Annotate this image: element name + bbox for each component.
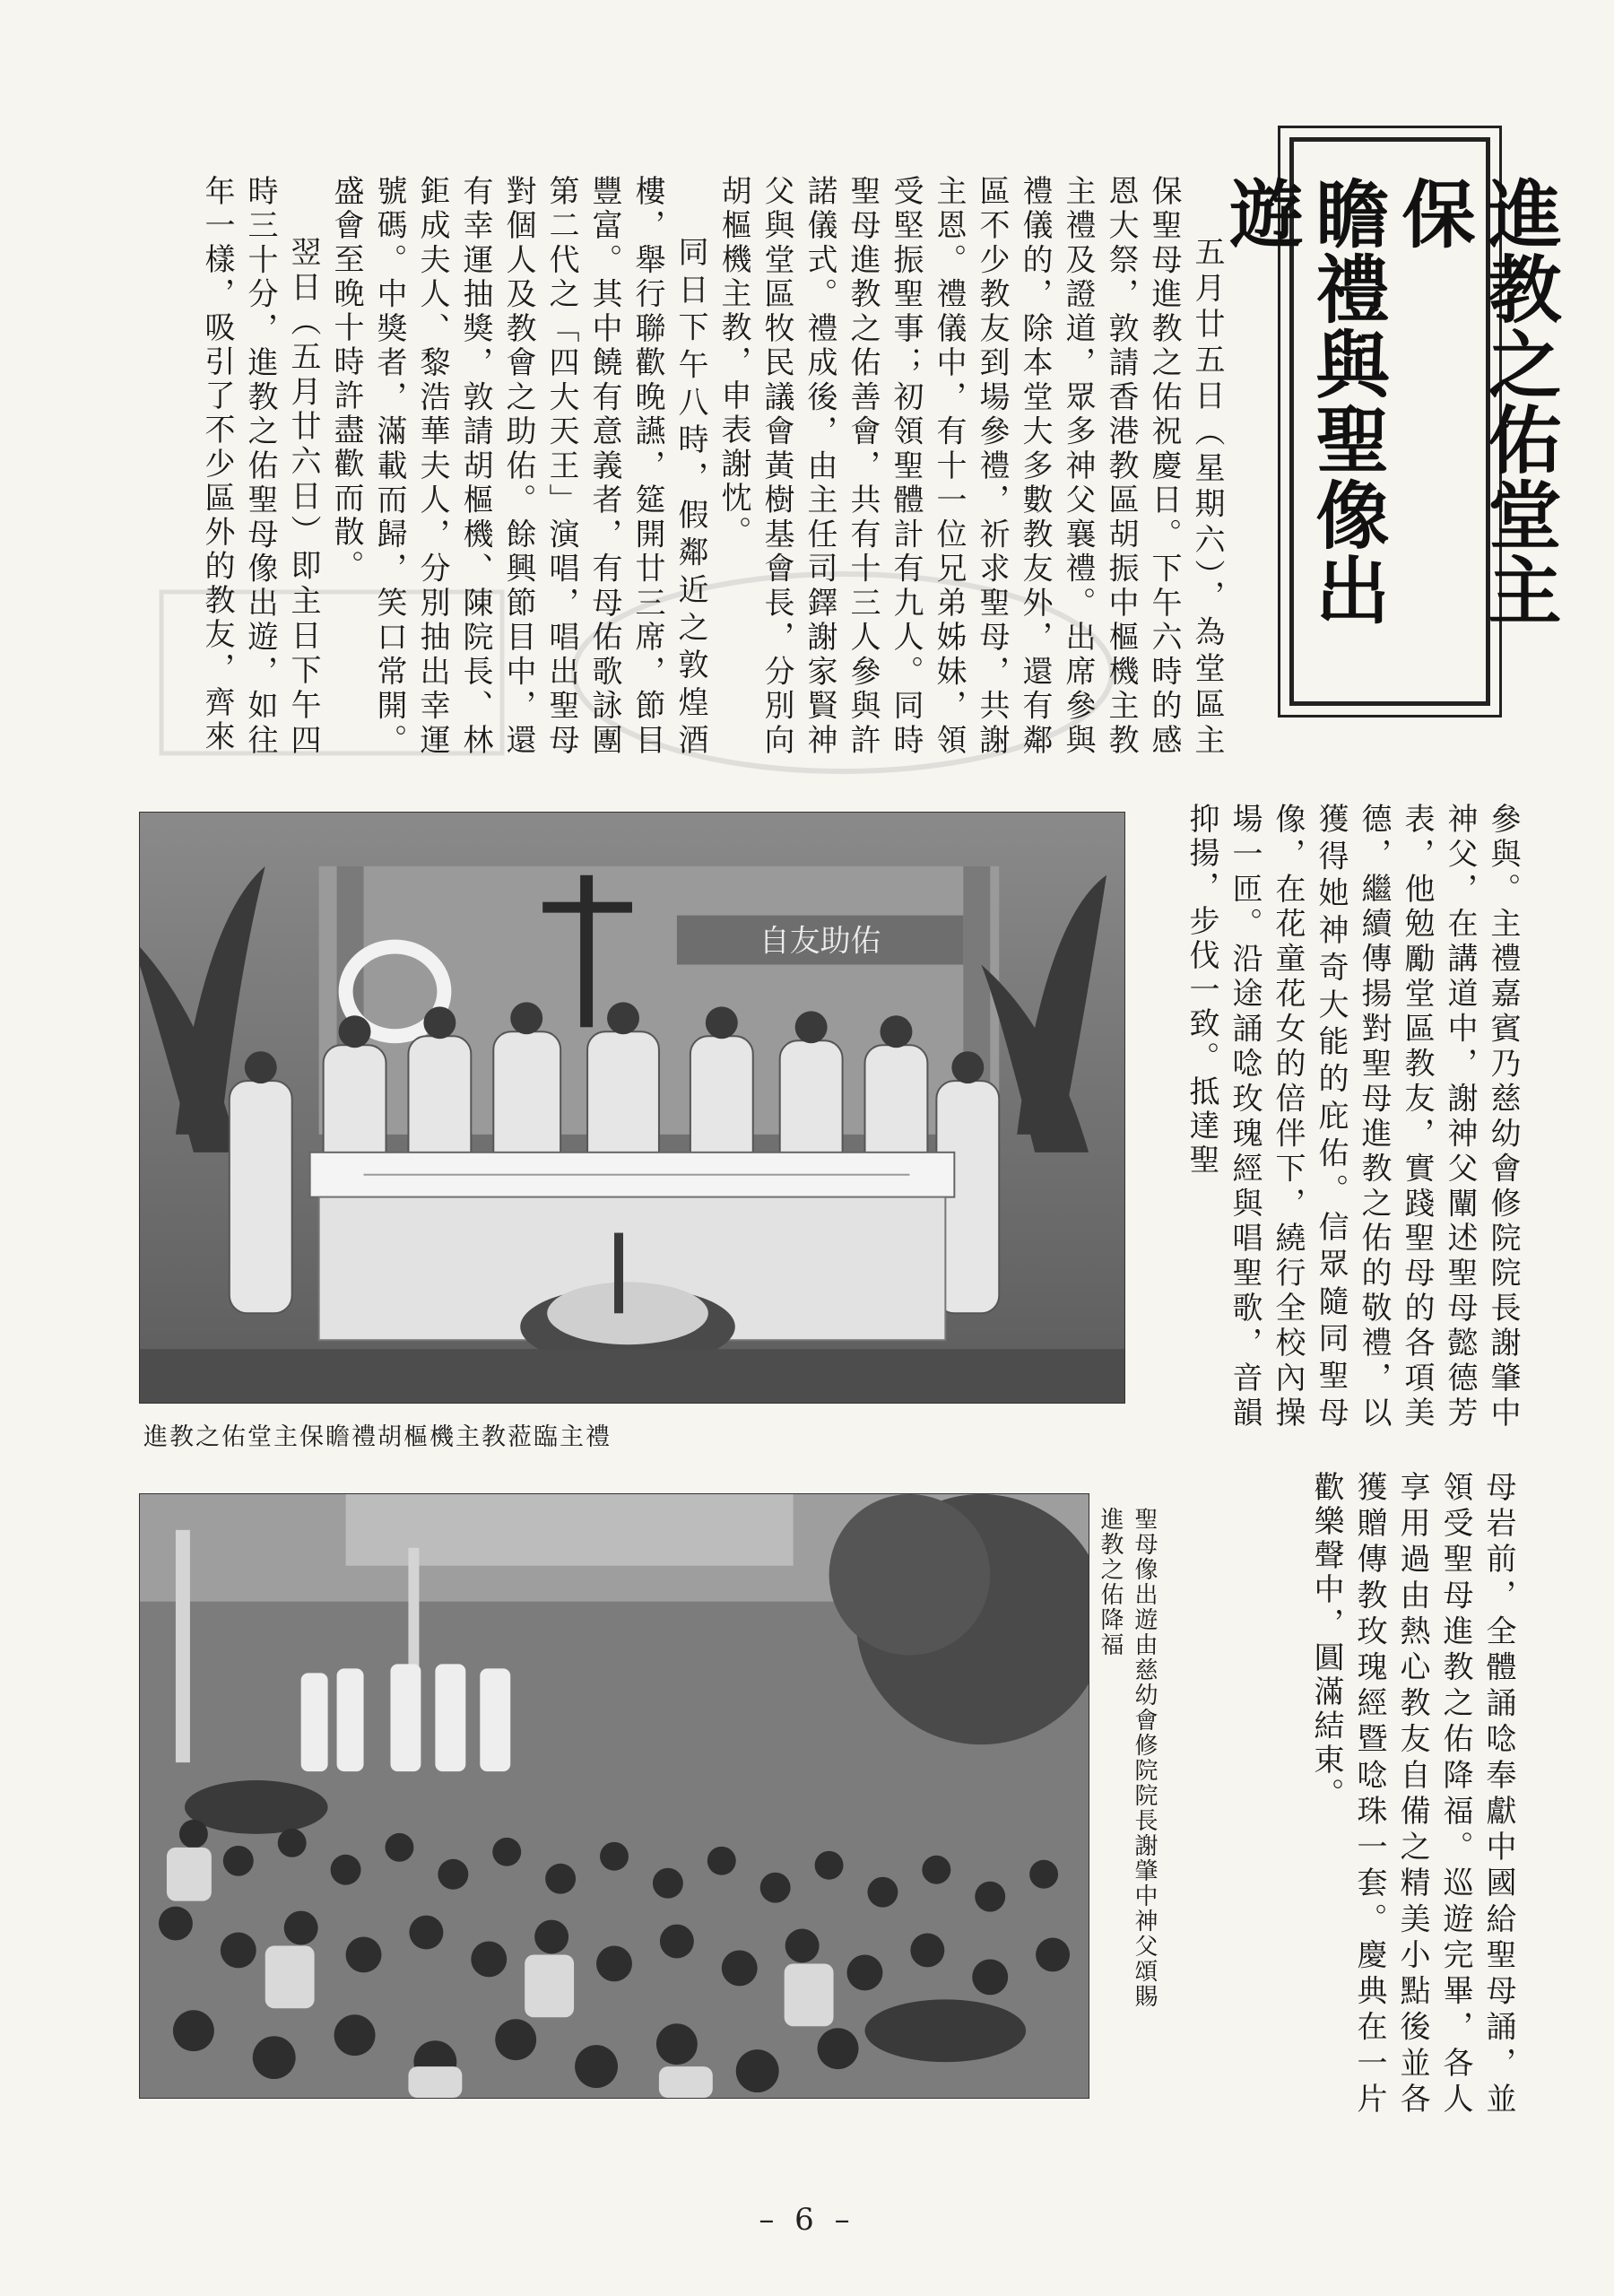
paragraph-1: 五月廿五日（星期六），為堂區主保聖母進教之佑祝慶日。下午六時的感恩大祭，敦請香港教區胡振中樞機主教主禮及證道，眾多神父襄禮。出席參與禮儀的，除本堂大多數教友外，還有鄰區不少教友到場參禮，祈求聖母，共謝主恩。禮儀中，有十一位兄弟姊妹，領受堅振聖事；初領聖體計有九人。同時聖母進教之佑善會，共有十三人參與許諾儀式。禮成後，由主任司鐸謝家賢神父與堂區牧民議會黃樹基會長，分別向胡樞機主教，申表謝忱。 [716, 175, 1225, 758]
main-article-text [199, 175, 1228, 758]
page-number: – 6 – [759, 2202, 855, 2238]
title-line-1: 進教之佑堂主保 [1390, 176, 1562, 628]
paragraph-4: 參與。主禮嘉賓乃慈幼會修院院長謝肇中神父，在講道中，謝神父闡述聖母懿德芳表，他勉勵堂區教友，實踐聖母的各項美德，繼續傳揚對聖母進教之佑的敬禮，以獲得她神奇大能的庇佑。信眾隨同聖母像，在花童花女的倍伴下，繞行全校內操場一匝。沿途誦唸玫瑰經與唱聖歌，音韻抑揚，步伐一致。抵達聖 [1184, 803, 1521, 1431]
article-title [1218, 176, 1562, 701]
procession-photo-caption [1072, 1507, 1161, 2135]
paragraph-2: 同日下午八時，假鄰近之敦煌酒樓，舉行聯歡晚讌，筵開廿三席，節目豐富。其中饒有意義者，有母佑歌詠團第二代之「四大天王」演唱，唱出聖母對個人及教會之助佑。餘興節目中，還有幸運抽獎，敦請胡樞機、陳院長、林鉅成夫人、黎浩華夫人，分別抽出幸運號碼。中獎者，滿載而歸，笑口常開。盛會至晚十時許盡歡而散。 [328, 175, 708, 758]
altar-mass-illustration [140, 813, 1124, 1403]
article-title-box [1218, 126, 1562, 718]
continued-text-top [1148, 803, 1524, 1431]
procession-caption-line-1: 聖母像出遊由慈幼會修院院長謝肇中神父頌賜 [1131, 1507, 1158, 2009]
title-line-2: 瞻禮與聖像出遊 [1218, 176, 1390, 628]
continued-text-bottom [1242, 1471, 1520, 2117]
altar-photo-caption: 進教之佑堂主保瞻禮胡樞機主教蒞臨主禮 [143, 1423, 612, 1451]
procession-caption-line-2: 進教之佑降福 [1097, 1507, 1124, 1657]
paragraph-5: 母岩前，全體誦唸奉獻中國給聖母誦，並領受聖母進教之佑降福。巡遊完畢，各人享用過由熱心教友自備之精美小點後並各獲贈傳教玫瑰經暨唸珠一套。慶典在一片歡樂聲中，圓滿結束。 [1308, 1471, 1516, 2117]
altar-banner-text: 自友助佑 [759, 923, 881, 959]
procession-crowd-photo [139, 1493, 1089, 2099]
altar-mass-photo [139, 812, 1125, 1404]
paragraph-3: 翌日（五月廿六日）即主日下午四時三十分，進教之佑聖母像出遊，如往年一樣，吸引了不少區外的教友，齊來 [199, 175, 321, 758]
procession-crowd-illustration [140, 1494, 1089, 2098]
